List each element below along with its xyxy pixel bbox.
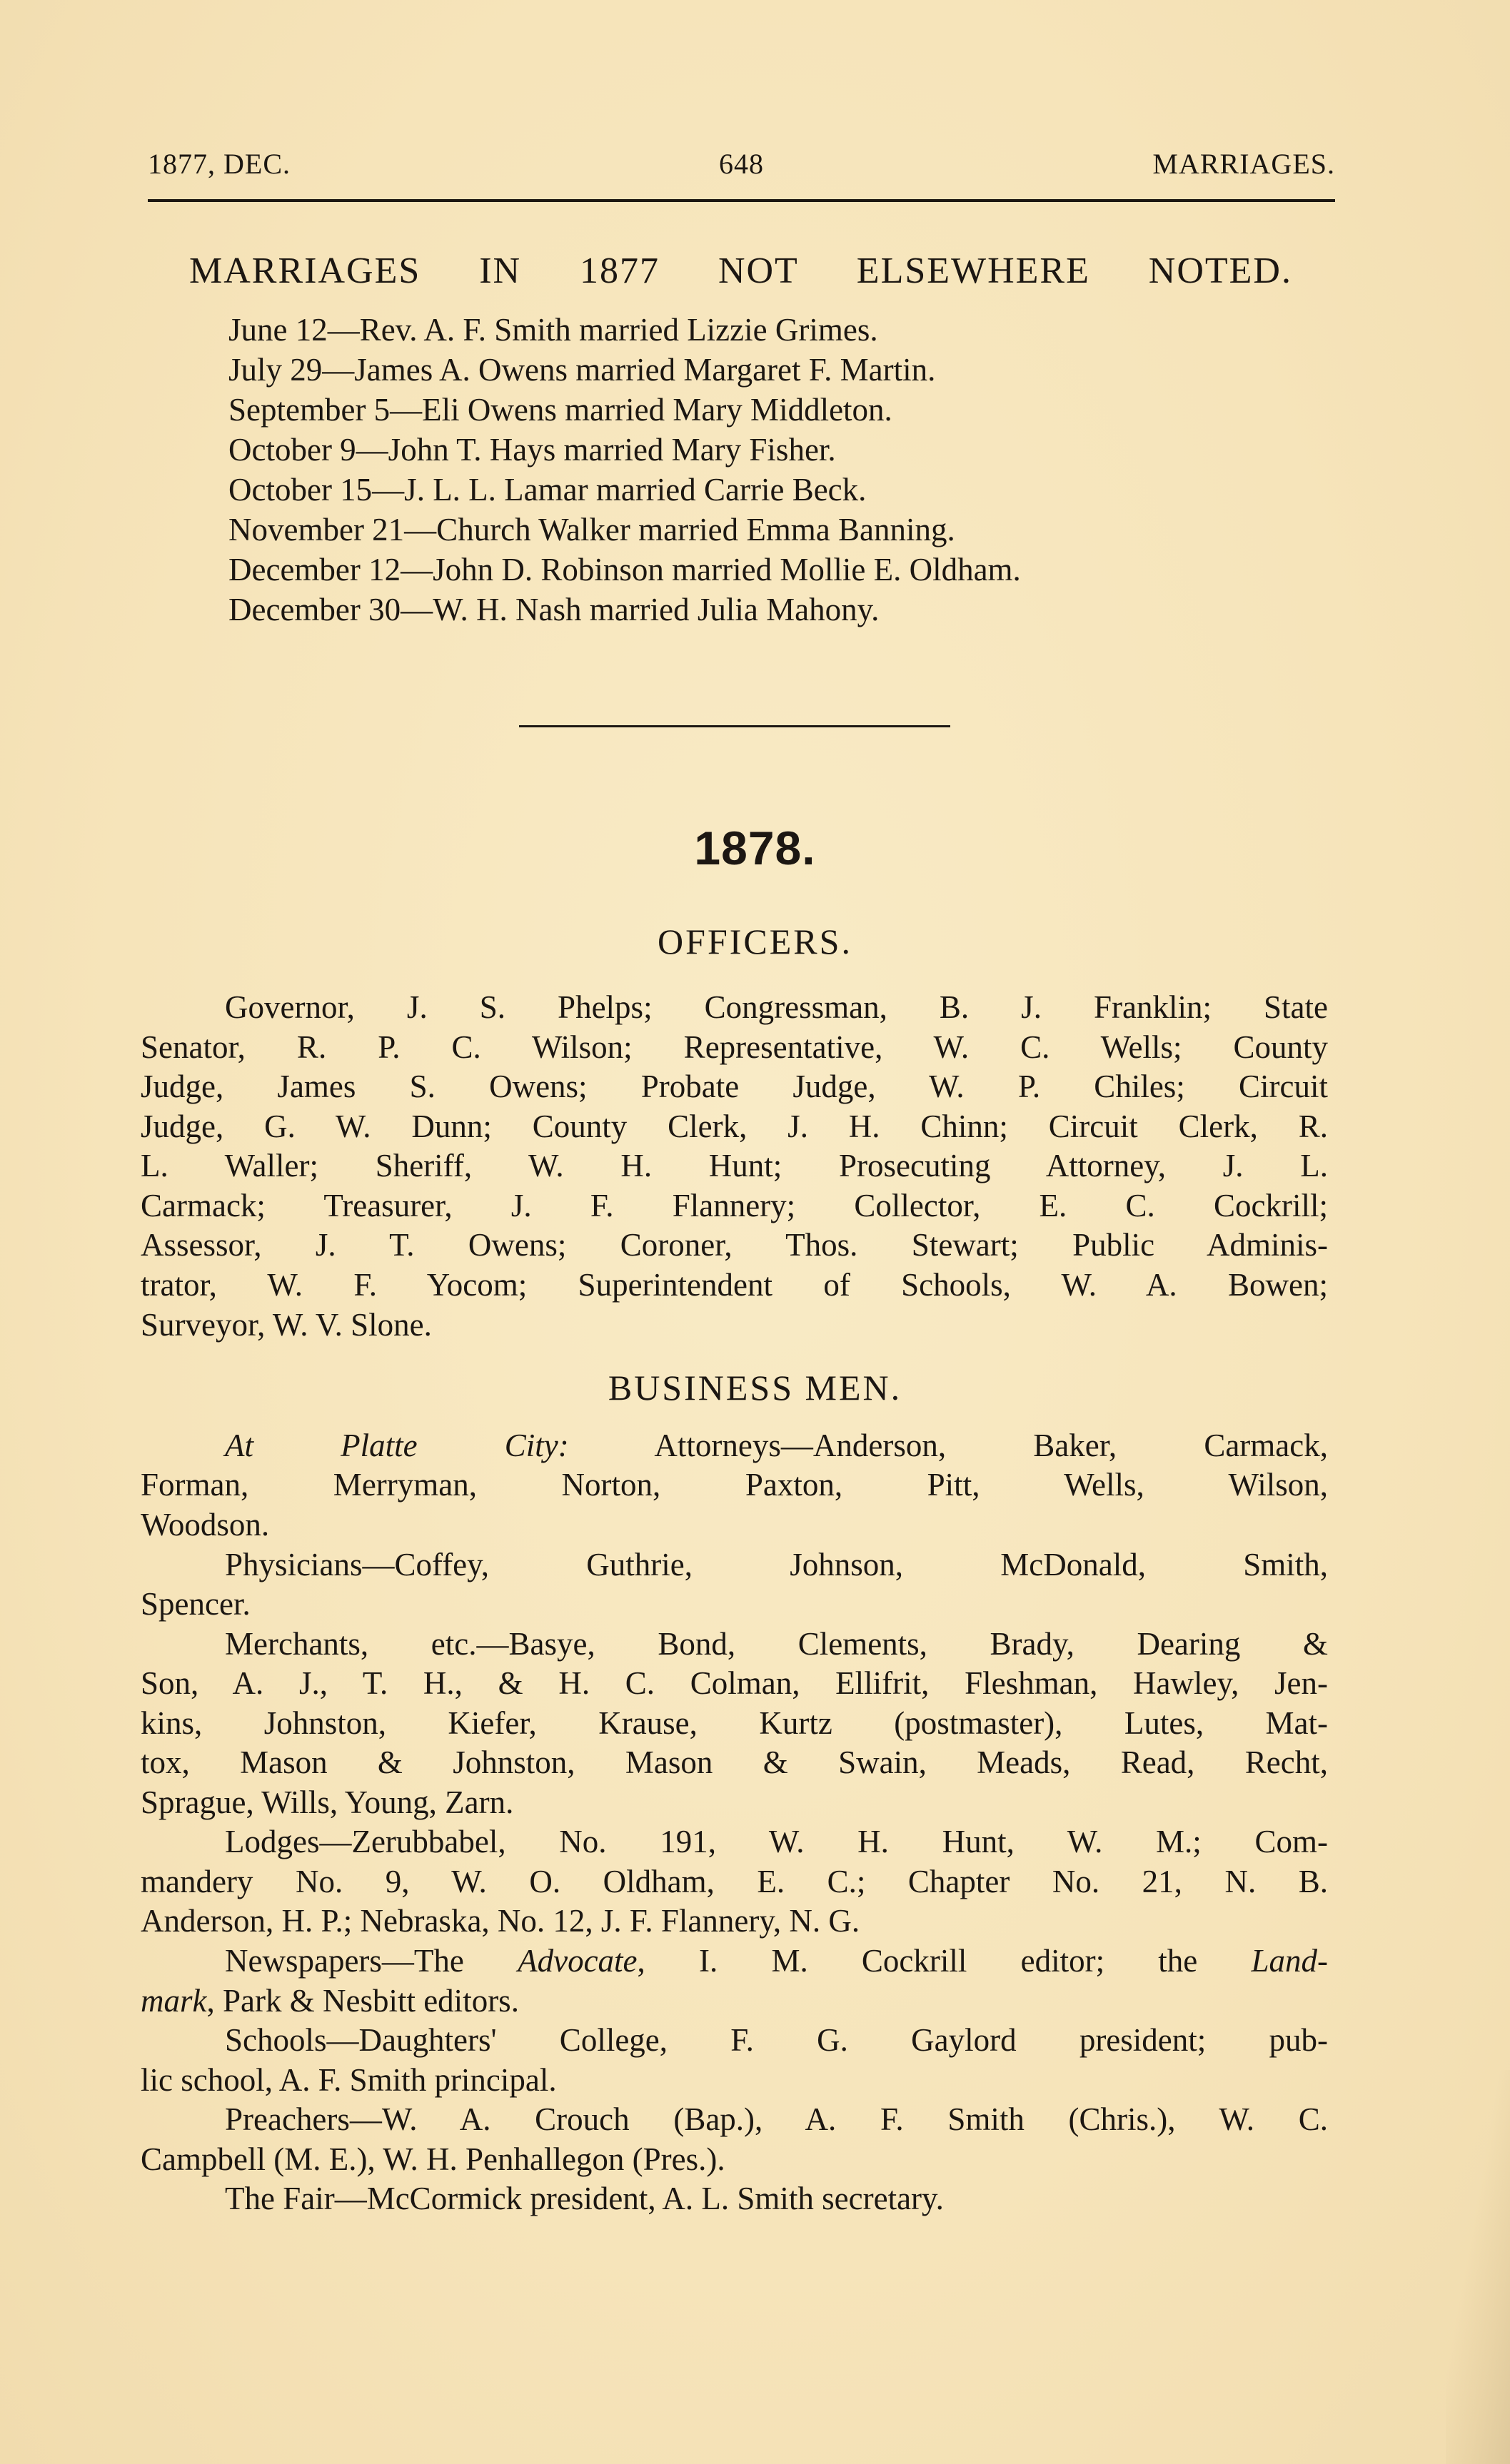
officers-line: L. Waller; Sheriff, W. H. Hunt; Prosecuting Attorney, J. L. — [141, 1148, 1328, 1183]
marriage-entry: November 21—Church Walker married Emma Banning. — [228, 512, 955, 547]
marriage-entry: October 15—J. L. L. Lamar married Carrie Beck. — [228, 472, 867, 508]
officers-line: trator, W. F. Yocom; Superintendent of Schools, W. A. Bowen; — [141, 1267, 1328, 1303]
business-line: Sprague, Wills, Young, Zarn. — [141, 1784, 514, 1820]
marriage-entry: September 5—Eli Owens married Mary Middleton. — [228, 392, 892, 428]
marriages-title: MARRIAGES IN 1877 NOT ELSEWHERE NOTED. — [189, 251, 1292, 291]
newspapers-middle: , I. M. Cockrill editor; the — [637, 1943, 1252, 1979]
newspaper-landmark-part1: Land- — [1251, 1943, 1329, 1979]
business-line: Schools—Daughters' College, F. G. Gaylord president; pub- — [225, 2022, 1328, 2058]
newspapers-suffix: , Park & Nesbitt editors. — [206, 1983, 519, 2019]
officers-line: Senator, R. P. C. Wilson; Representative, W. C. Wells; County — [141, 1029, 1328, 1065]
marriage-entry: December 30—W. H. Nash married Julia Mahony. — [228, 592, 880, 627]
business-line: mandery No. 9, W. O. Oldham, E. C.; Chapter No. 21, N. B. — [141, 1864, 1328, 1899]
newspapers-prefix: Newspapers—The — [225, 1943, 518, 1979]
business-attorneys-line — [225, 1425, 1328, 1465]
officers-line: Judge, G. W. Dunn; County Clerk, J. H. Chinn; Circuit Clerk, R. — [141, 1109, 1328, 1144]
business-line: The Fair—McCormick president, A. L. Smith secretary. — [225, 2181, 944, 2216]
year-heading: 1878. — [694, 822, 816, 874]
business-line: Merchants, etc.—Basye, Bond, Clements, Brady, Dearing & — [225, 1626, 1328, 1662]
officers-line: Surveyor, W. V. Slone. — [141, 1307, 432, 1343]
newspapers-line — [225, 1941, 1328, 1981]
marriage-entry: June 12—Rev. A. F. Smith married Lizzie Grimes. — [228, 312, 878, 348]
marriage-entry: October 9—John T. Hays married Mary Fisher. — [228, 432, 836, 468]
officers-heading: OFFICERS. — [658, 922, 852, 961]
business-line: kins, Johnston, Kiefer, Krause, Kurtz (postmaster), Lutes, Mat- — [141, 1705, 1328, 1741]
attorneys-text: Attorneys—Anderson, Baker, Carmack, — [654, 1428, 1328, 1463]
business-line: Preachers—W. A. Crouch (Bap.), A. F. Smith (Chris.), W. C. — [225, 2101, 1328, 2137]
header-rule — [148, 199, 1335, 202]
business-line: Spencer. — [141, 1586, 251, 1622]
business-line: Forman, Merryman, Norton, Paxton, Pitt, Wells, Wilson, — [141, 1467, 1328, 1503]
marriage-entry: December 12—John D. Robinson married Mollie E. Oldham. — [228, 552, 1021, 587]
business-line: Campbell (M. E.), W. H. Penhallegon (Pres.). — [141, 2141, 725, 2177]
business-line: lic school, A. F. Smith principal. — [141, 2062, 557, 2098]
running-head — [148, 147, 1335, 190]
newspapers-line-2 — [141, 1981, 1328, 2021]
officers-line: Judge, James S. Owens; Probate Judge, W. P. Chiles; Circuit — [141, 1069, 1328, 1104]
business-line: Woodson. — [141, 1507, 270, 1542]
business-line: Anderson, H. P.; Nebraska, No. 12, J. F. Flannery, N. G. — [141, 1903, 860, 1939]
business-men-heading: BUSINESS MEN. — [608, 1368, 902, 1408]
officers-line: Assessor, J. T. Owens; Coroner, Thos. Stewart; Public Adminis- — [141, 1227, 1328, 1263]
running-head-section: MARRIAGES. — [1152, 148, 1335, 180]
platte-city-label: At Platte City: — [225, 1428, 569, 1463]
officers-line: Carmack; Treasurer, J. F. Flannery; Collector, E. C. Cockrill; — [141, 1188, 1328, 1223]
officers-line: Governor, J. S. Phelps; Congressman, B. J. Franklin; State — [225, 989, 1328, 1025]
business-line: Son, A. J., T. H., & H. C. Colman, Ellifrit, Fleshman, Hawley, Jen- — [141, 1665, 1328, 1701]
marriage-entry: July 29—James A. Owens married Margaret F. Martin. — [228, 352, 936, 388]
business-line: Lodges—Zerubbabel, No. 191, W. H. Hunt, W. M.; Com- — [225, 1824, 1328, 1859]
newspaper-advocate: Advocate — [518, 1943, 638, 1979]
newspaper-landmark-part2: mark — [141, 1983, 207, 2019]
business-line: Physicians—Coffey, Guthrie, Johnson, McDonald, Smith, — [225, 1547, 1328, 1582]
section-divider-rule — [519, 725, 950, 727]
running-head-date: 1877, DEC. — [148, 148, 291, 180]
business-line: tox, Mason & Johnston, Mason & Swain, Meads, Read, Recht, — [141, 1745, 1328, 1780]
page-number: 648 — [719, 148, 764, 180]
